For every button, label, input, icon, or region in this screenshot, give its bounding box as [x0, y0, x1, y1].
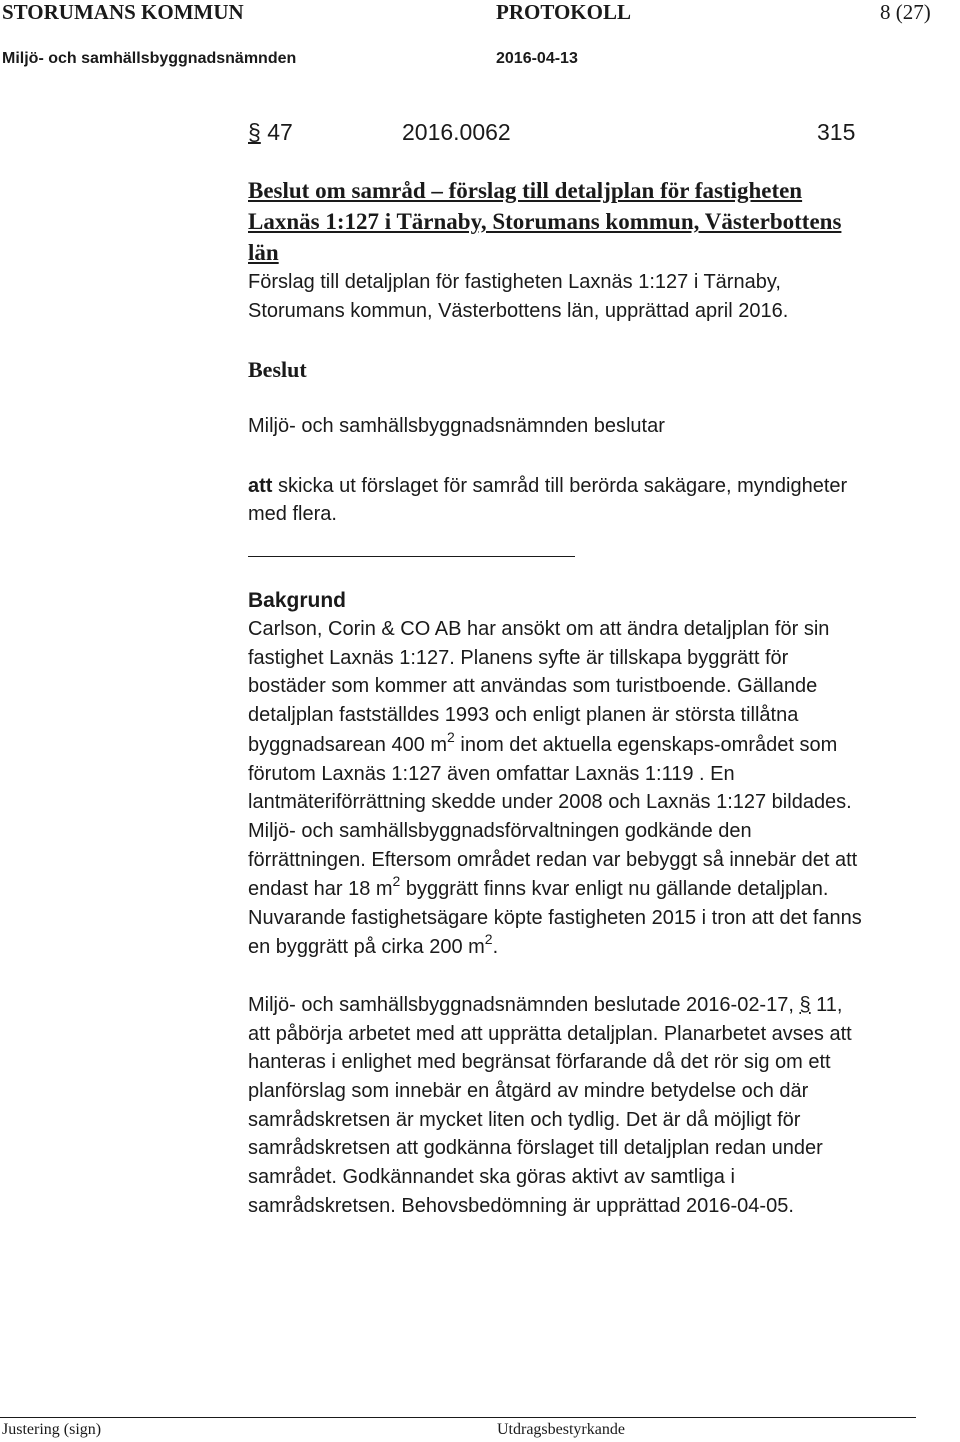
- footer-rule: [0, 1417, 916, 1418]
- org-name: STORUMANS KOMMUN: [2, 0, 244, 24]
- case-number: 2016.0062: [402, 119, 511, 145]
- background-heading: Bakgrund: [248, 589, 347, 612]
- case-reference: [248, 118, 293, 148]
- decision-body: Miljö- och samhällsbyggnadsnämnden beslutar: [248, 415, 665, 437]
- intro-line-1: Förslag till detaljplan för fastigheten Laxnäs 1:127 i Tärnaby,: [248, 271, 781, 293]
- decision-att-line-1: att skicka ut förslaget för samråd till berörda sakägare, myndigheter: [248, 475, 848, 497]
- footer-utdragsbestyrkande: Utdragsbestyrkande: [497, 1421, 625, 1438]
- background-line-8: Miljö- och samhällsbyggnadsförvaltningen godkände den: [248, 820, 752, 842]
- att-keyword: att: [248, 475, 273, 497]
- background-line-2: fastighet Laxnäs 1:127. Planens syfte är tillskapa byggrätt för: [248, 647, 789, 669]
- background-line-9: förrättningen. Eftersom området redan var bebyggt så innebär det att: [248, 849, 858, 871]
- reference-number: 315: [817, 119, 856, 145]
- background-line-10: endast har 18 $m^2$ byggrätt finns kvar enligt nu gällande detaljplan.: [248, 873, 829, 900]
- history-line-6: samrådskretsen att godkänna förslaget till detaljplan redan under: [248, 1137, 823, 1159]
- history-line-8: samrådskretsen. Behovsbedömning är upprättad 2016-04-05.: [248, 1195, 794, 1217]
- footer-justering: Justering (sign): [2, 1421, 102, 1438]
- history-line-3: hanteras i enlighet med begränsat förfarande då det rör sig om ett: [248, 1051, 831, 1073]
- committee-name: Miljö- och samhällsbyggnadsnämnden: [2, 50, 297, 67]
- history-line-7: samrådet. Godkännandet ska göras aktivt av samtliga i: [248, 1166, 735, 1188]
- background-line-11: Nuvarande fastighetsägare köpte fastigheten 2015 i tron att det fanns: [248, 907, 862, 929]
- intro-line-2: Storumans kommun, Västerbottens län, upprättad april 2016.: [248, 300, 789, 322]
- background-line-12: en byggrätt på cirka 200 $m^2$.: [248, 931, 499, 958]
- background-line-7: lantmäteriförrättning skedde under 2008 och Laxnäs 1:127 bildades.: [248, 791, 852, 813]
- separator-line: [248, 556, 575, 557]
- title-line-1: Beslut om samråd – förslag till detaljplan för fastigheten: [248, 178, 803, 203]
- background-line-1: Carlson, Corin & CO AB har ansökt om att ändra detaljplan för sin: [248, 618, 830, 640]
- background-line-5: byggnadsarean 400 $m^2$ inom det aktuella egenskaps-området som: [248, 729, 838, 756]
- background-line-6: förutom Laxnäs 1:127 även omfattar Laxnäs 1:119 . En: [248, 763, 735, 785]
- meeting-date: 2016-04-13: [496, 50, 578, 67]
- paragraph-symbol: §: [248, 119, 261, 145]
- history-line-2: att påbörja arbetet med att upprätta detaljplan. Planarbetet avses att: [248, 1023, 852, 1045]
- decision-att-line-2: med flera.: [248, 503, 337, 525]
- title-line-3: län: [248, 240, 279, 265]
- history-line-5: samrådskretsen är mycket liten och tydlig. Det är då möjligt för: [248, 1109, 801, 1131]
- title-line-2: Laxnäs 1:127 i Tärnaby, Storumans kommun, Västerbottens: [248, 209, 842, 234]
- history-line-1: Miljö- och samhällsbyggnadsnämnden beslutade 2016-02-17, § 11,: [248, 994, 843, 1016]
- paragraph-number: 47: [267, 119, 293, 145]
- decision-heading: Beslut: [248, 357, 307, 382]
- document-type: PROTOKOLL: [496, 0, 631, 24]
- page-number: 8 (27): [880, 0, 931, 24]
- background-line-4: detaljplan fastställdes 1993 och enligt planen är största tillåtna: [248, 704, 799, 726]
- background-line-3: bostäder som kommer att användas som turistboende. Gällande: [248, 675, 818, 697]
- history-line-4: planförslag som innebär en åtgärd av mindre betydelse och där: [248, 1080, 809, 1102]
